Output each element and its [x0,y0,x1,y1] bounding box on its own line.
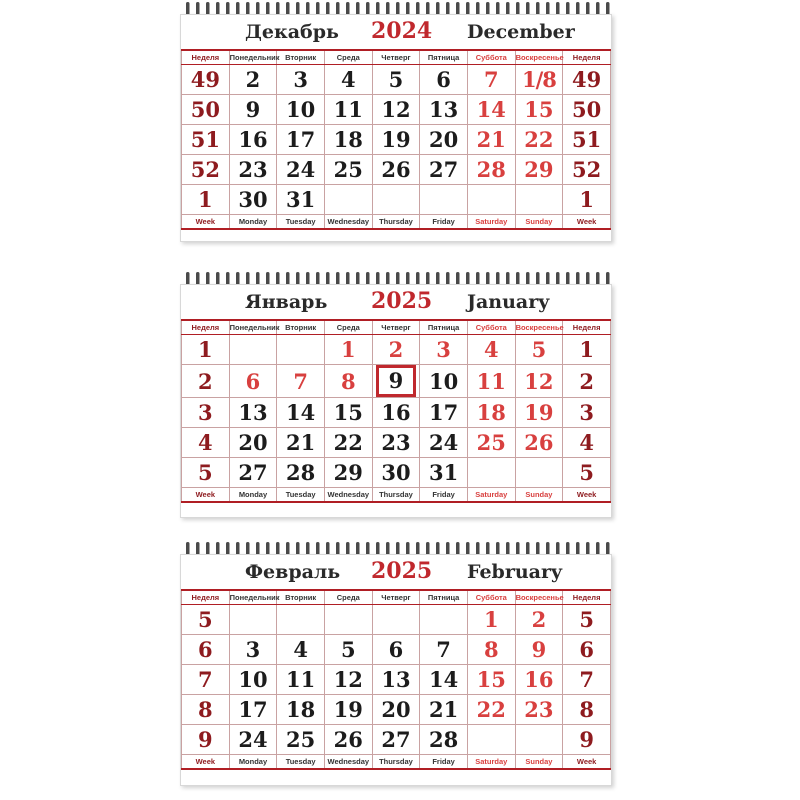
week-number: 51 [182,125,230,155]
empty-cell [229,605,277,635]
day-cell[interactable]: 17 [229,695,277,725]
week-number: 9 [563,725,611,755]
day-cell[interactable]: 25 [277,725,325,755]
day-cell[interactable]: 18 [277,695,325,725]
day-cell[interactable]: 4 [277,635,325,665]
day-cell[interactable]: 13 [420,95,468,125]
empty-cell [324,605,372,635]
empty-cell [467,185,515,215]
day-cell[interactable]: 27 [229,458,277,488]
weekday-label: Пятница [420,590,468,605]
month-title [181,15,611,49]
day-cell[interactable]: 15 [515,95,563,125]
day-cell[interactable]: 19 [372,125,420,155]
day-cell[interactable]: 18 [324,125,372,155]
weekday-header-en [182,215,611,230]
month-name-en: February [467,561,563,583]
weekday-label: Sunday [515,755,563,770]
day-cell[interactable]: 28 [277,458,325,488]
week-number: 5 [563,605,611,635]
week-number: 6 [563,635,611,665]
day-cell[interactable]: 20 [372,695,420,725]
day-cell[interactable]: 17 [277,125,325,155]
day-cell[interactable]: 1 [324,335,372,365]
weekday-label: Tuesday [277,488,325,503]
day-cell[interactable]: 20 [420,125,468,155]
day-cell[interactable]: 3 [277,65,325,95]
day-cell[interactable]: 29 [515,155,563,185]
weekday-label: Monday [229,488,277,503]
week-row [182,95,611,125]
day-cell[interactable]: 4 [467,335,515,365]
month-name-ru: Февраль [245,561,341,583]
weekday-label: Вторник [277,320,325,335]
day-cell[interactable]: 12 [515,365,563,398]
week-number: 3 [563,398,611,428]
day-cell[interactable]: 16 [515,665,563,695]
weekday-header-en [182,755,611,770]
week-row [182,635,611,665]
month-card [180,14,612,242]
weekday-label: Четверг [372,590,420,605]
weekday-label: Friday [420,215,468,230]
weekday-label: Wednesday [324,488,372,503]
week-footer: Week [563,215,611,230]
week-number: 5 [182,458,230,488]
week-row [182,185,611,215]
empty-cell [467,725,515,755]
weekday-label: Sunday [515,215,563,230]
week-footer: Week [563,488,611,503]
empty-cell [277,335,325,365]
day-cell[interactable]: 30 [372,458,420,488]
weekday-label: Пятница [420,320,468,335]
empty-cell [372,185,420,215]
day-cell[interactable]: 3 [229,635,277,665]
day-cell[interactable]: 24 [277,155,325,185]
week-row [182,125,611,155]
month-block-december [176,0,616,245]
day-cell[interactable]: 8 [467,635,515,665]
week-row [182,398,611,428]
day-cell[interactable]: 7 [420,635,468,665]
day-cell[interactable]: 23 [372,428,420,458]
day-cell[interactable]: 25 [467,428,515,458]
empty-cell [515,458,563,488]
day-cell[interactable]: 17 [420,398,468,428]
weekday-label: Суббота [467,320,515,335]
month-block-february [176,540,616,790]
weekday-label: Friday [420,488,468,503]
weekday-label: Wednesday [324,755,372,770]
day-cell[interactable]: 29 [324,458,372,488]
day-cell[interactable]: 4 [324,65,372,95]
weekday-label: Saturday [467,755,515,770]
week-row [182,695,611,725]
today-marker: 9 [376,365,417,397]
weekday-label: Tuesday [277,755,325,770]
day-cell[interactable]: 5 [324,635,372,665]
weekday-label: Понедельник [229,50,277,65]
day-cell[interactable]: 25 [324,155,372,185]
weekday-label: Воскресенье [515,320,563,335]
weekday-label: Понедельник [229,590,277,605]
week-number: 4 [563,428,611,458]
day-cell[interactable]: 27 [420,155,468,185]
empty-cell [277,605,325,635]
day-cell[interactable]: 2 [229,65,277,95]
week-footer: Week [182,755,230,770]
day-cell[interactable]: 26 [324,725,372,755]
month-year: 2024 [371,18,433,44]
week-row [182,365,611,398]
month-name-ru: Январь [245,291,328,313]
week-number: 1 [563,185,611,215]
day-cell[interactable]: 23 [229,155,277,185]
day-cell[interactable]: 7 [277,365,325,398]
weekday-label: Четверг [372,50,420,65]
week-number: 7 [182,665,230,695]
week-number: 50 [182,95,230,125]
week-number: 9 [182,725,230,755]
day-cell[interactable]: 16 [229,125,277,155]
day-cell[interactable]: 6 [420,65,468,95]
week-header: Неделя [182,50,230,65]
week-number: 4 [182,428,230,458]
week-number: 5 [563,458,611,488]
month-year: 2025 [371,288,433,314]
weekday-label: Saturday [467,488,515,503]
day-cell[interactable]: 21 [277,428,325,458]
week-row [182,335,611,365]
weekday-label: Monday [229,755,277,770]
empty-cell [420,605,468,635]
day-cell[interactable]: 9 [515,635,563,665]
day-cell[interactable]: 1 [467,605,515,635]
day-cell[interactable]: 8 [324,365,372,398]
day-cell[interactable]: 13 [372,665,420,695]
day-cell[interactable]: 15 [467,665,515,695]
month-block-january [176,270,616,520]
day-cell[interactable]: 31 [420,458,468,488]
week-row [182,665,611,695]
day-cell[interactable]: 1/8 [515,65,563,95]
weekday-label: Tuesday [277,215,325,230]
week-number: 49 [182,65,230,95]
week-number: 50 [563,95,611,125]
day-cell[interactable]: 27 [372,725,420,755]
day-cell[interactable]: 20 [229,428,277,458]
day-cell[interactable]: 24 [229,725,277,755]
day-cell[interactable]: 28 [420,725,468,755]
day-cell[interactable]: 3 [420,335,468,365]
day-cell[interactable]: 22 [467,695,515,725]
day-cell[interactable]: 19 [324,695,372,725]
day-cell[interactable]: 11 [324,95,372,125]
day-cell[interactable]: 26 [515,428,563,458]
day-cell[interactable]: 12 [324,665,372,695]
weekday-label: Monday [229,215,277,230]
empty-cell [420,185,468,215]
weekday-label: Вторник [277,50,325,65]
month-name-en: January [467,291,550,313]
day-cell[interactable]: 14 [467,95,515,125]
calendar-grid [181,49,611,230]
month-name-ru: Декабрь [245,21,339,43]
weekday-label: Среда [324,320,372,335]
day-cell-today[interactable] [372,365,420,398]
month-year: 2025 [371,558,433,584]
day-cell[interactable]: 13 [229,398,277,428]
day-cell[interactable]: 2 [515,605,563,635]
weekday-label: Среда [324,50,372,65]
month-title [181,555,611,589]
day-cell[interactable]: 30 [229,185,277,215]
week-footer: Week [182,488,230,503]
day-cell[interactable]: 2 [372,335,420,365]
day-cell[interactable]: 16 [372,398,420,428]
day-cell[interactable]: 23 [515,695,563,725]
weekday-header-ru [182,320,611,335]
day-cell[interactable]: 12 [372,95,420,125]
weekday-header-en [182,488,611,503]
weekday-label: Thursday [372,755,420,770]
week-row [182,605,611,635]
day-cell[interactable]: 18 [467,398,515,428]
empty-cell [515,185,563,215]
day-cell[interactable]: 10 [420,365,468,398]
weekday-label: Saturday [467,215,515,230]
week-number: 1 [563,335,611,365]
week-number: 6 [182,635,230,665]
month-name-en: December [467,21,575,43]
week-header: Неделя [182,590,230,605]
week-footer: Week [182,215,230,230]
week-footer: Week [563,755,611,770]
day-cell[interactable]: 21 [420,695,468,725]
week-number: 1 [182,185,230,215]
day-cell[interactable]: 11 [467,365,515,398]
weekday-label: Sunday [515,488,563,503]
day-cell[interactable]: 7 [467,65,515,95]
day-cell[interactable]: 31 [277,185,325,215]
month-title [181,285,611,319]
day-cell[interactable]: 5 [515,335,563,365]
day-cell[interactable]: 22 [515,125,563,155]
week-number: 52 [563,155,611,185]
weekday-label: Понедельник [229,320,277,335]
weekday-label: Среда [324,590,372,605]
week-row [182,428,611,458]
week-number: 52 [182,155,230,185]
calendar-grid [181,319,611,503]
day-cell[interactable]: 15 [324,398,372,428]
day-cell[interactable]: 14 [277,398,325,428]
weekday-label: Четверг [372,320,420,335]
week-number: 8 [182,695,230,725]
week-row [182,65,611,95]
day-cell[interactable]: 22 [324,428,372,458]
week-header: Неделя [563,320,611,335]
weekday-label: Friday [420,755,468,770]
day-cell[interactable]: 19 [515,398,563,428]
empty-cell [324,185,372,215]
weekday-label: Суббота [467,590,515,605]
day-cell[interactable]: 9 [229,95,277,125]
week-number: 8 [563,695,611,725]
day-cell[interactable]: 21 [467,125,515,155]
empty-cell [372,605,420,635]
day-cell[interactable]: 10 [277,95,325,125]
weekday-label: Воскресенье [515,50,563,65]
week-number: 49 [563,65,611,95]
month-card [180,284,612,518]
day-cell[interactable]: 11 [277,665,325,695]
day-cell[interactable]: 24 [420,428,468,458]
weekday-header-ru [182,590,611,605]
week-header: Неделя [563,590,611,605]
weekday-label: Суббота [467,50,515,65]
week-row [182,725,611,755]
weekday-label: Воскресенье [515,590,563,605]
month-card [180,554,612,786]
empty-cell [467,458,515,488]
week-number: 3 [182,398,230,428]
day-cell[interactable]: 6 [372,635,420,665]
empty-cell [515,725,563,755]
weekday-label: Thursday [372,488,420,503]
day-cell[interactable]: 10 [229,665,277,695]
weekday-label: Вторник [277,590,325,605]
calendar-grid [181,589,611,770]
empty-cell [229,335,277,365]
day-cell[interactable]: 5 [372,65,420,95]
week-number: 5 [182,605,230,635]
week-number: 2 [563,365,611,398]
week-header: Неделя [182,320,230,335]
week-row [182,458,611,488]
weekday-label: Wednesday [324,215,372,230]
weekday-header-ru [182,50,611,65]
week-row [182,155,611,185]
week-header: Неделя [563,50,611,65]
weekday-label: Thursday [372,215,420,230]
weekday-label: Пятница [420,50,468,65]
day-cell[interactable]: 28 [467,155,515,185]
week-number: 1 [182,335,230,365]
day-cell[interactable]: 6 [229,365,277,398]
day-cell[interactable]: 26 [372,155,420,185]
week-number: 51 [563,125,611,155]
week-number: 7 [563,665,611,695]
day-cell[interactable]: 14 [420,665,468,695]
week-number: 2 [182,365,230,398]
